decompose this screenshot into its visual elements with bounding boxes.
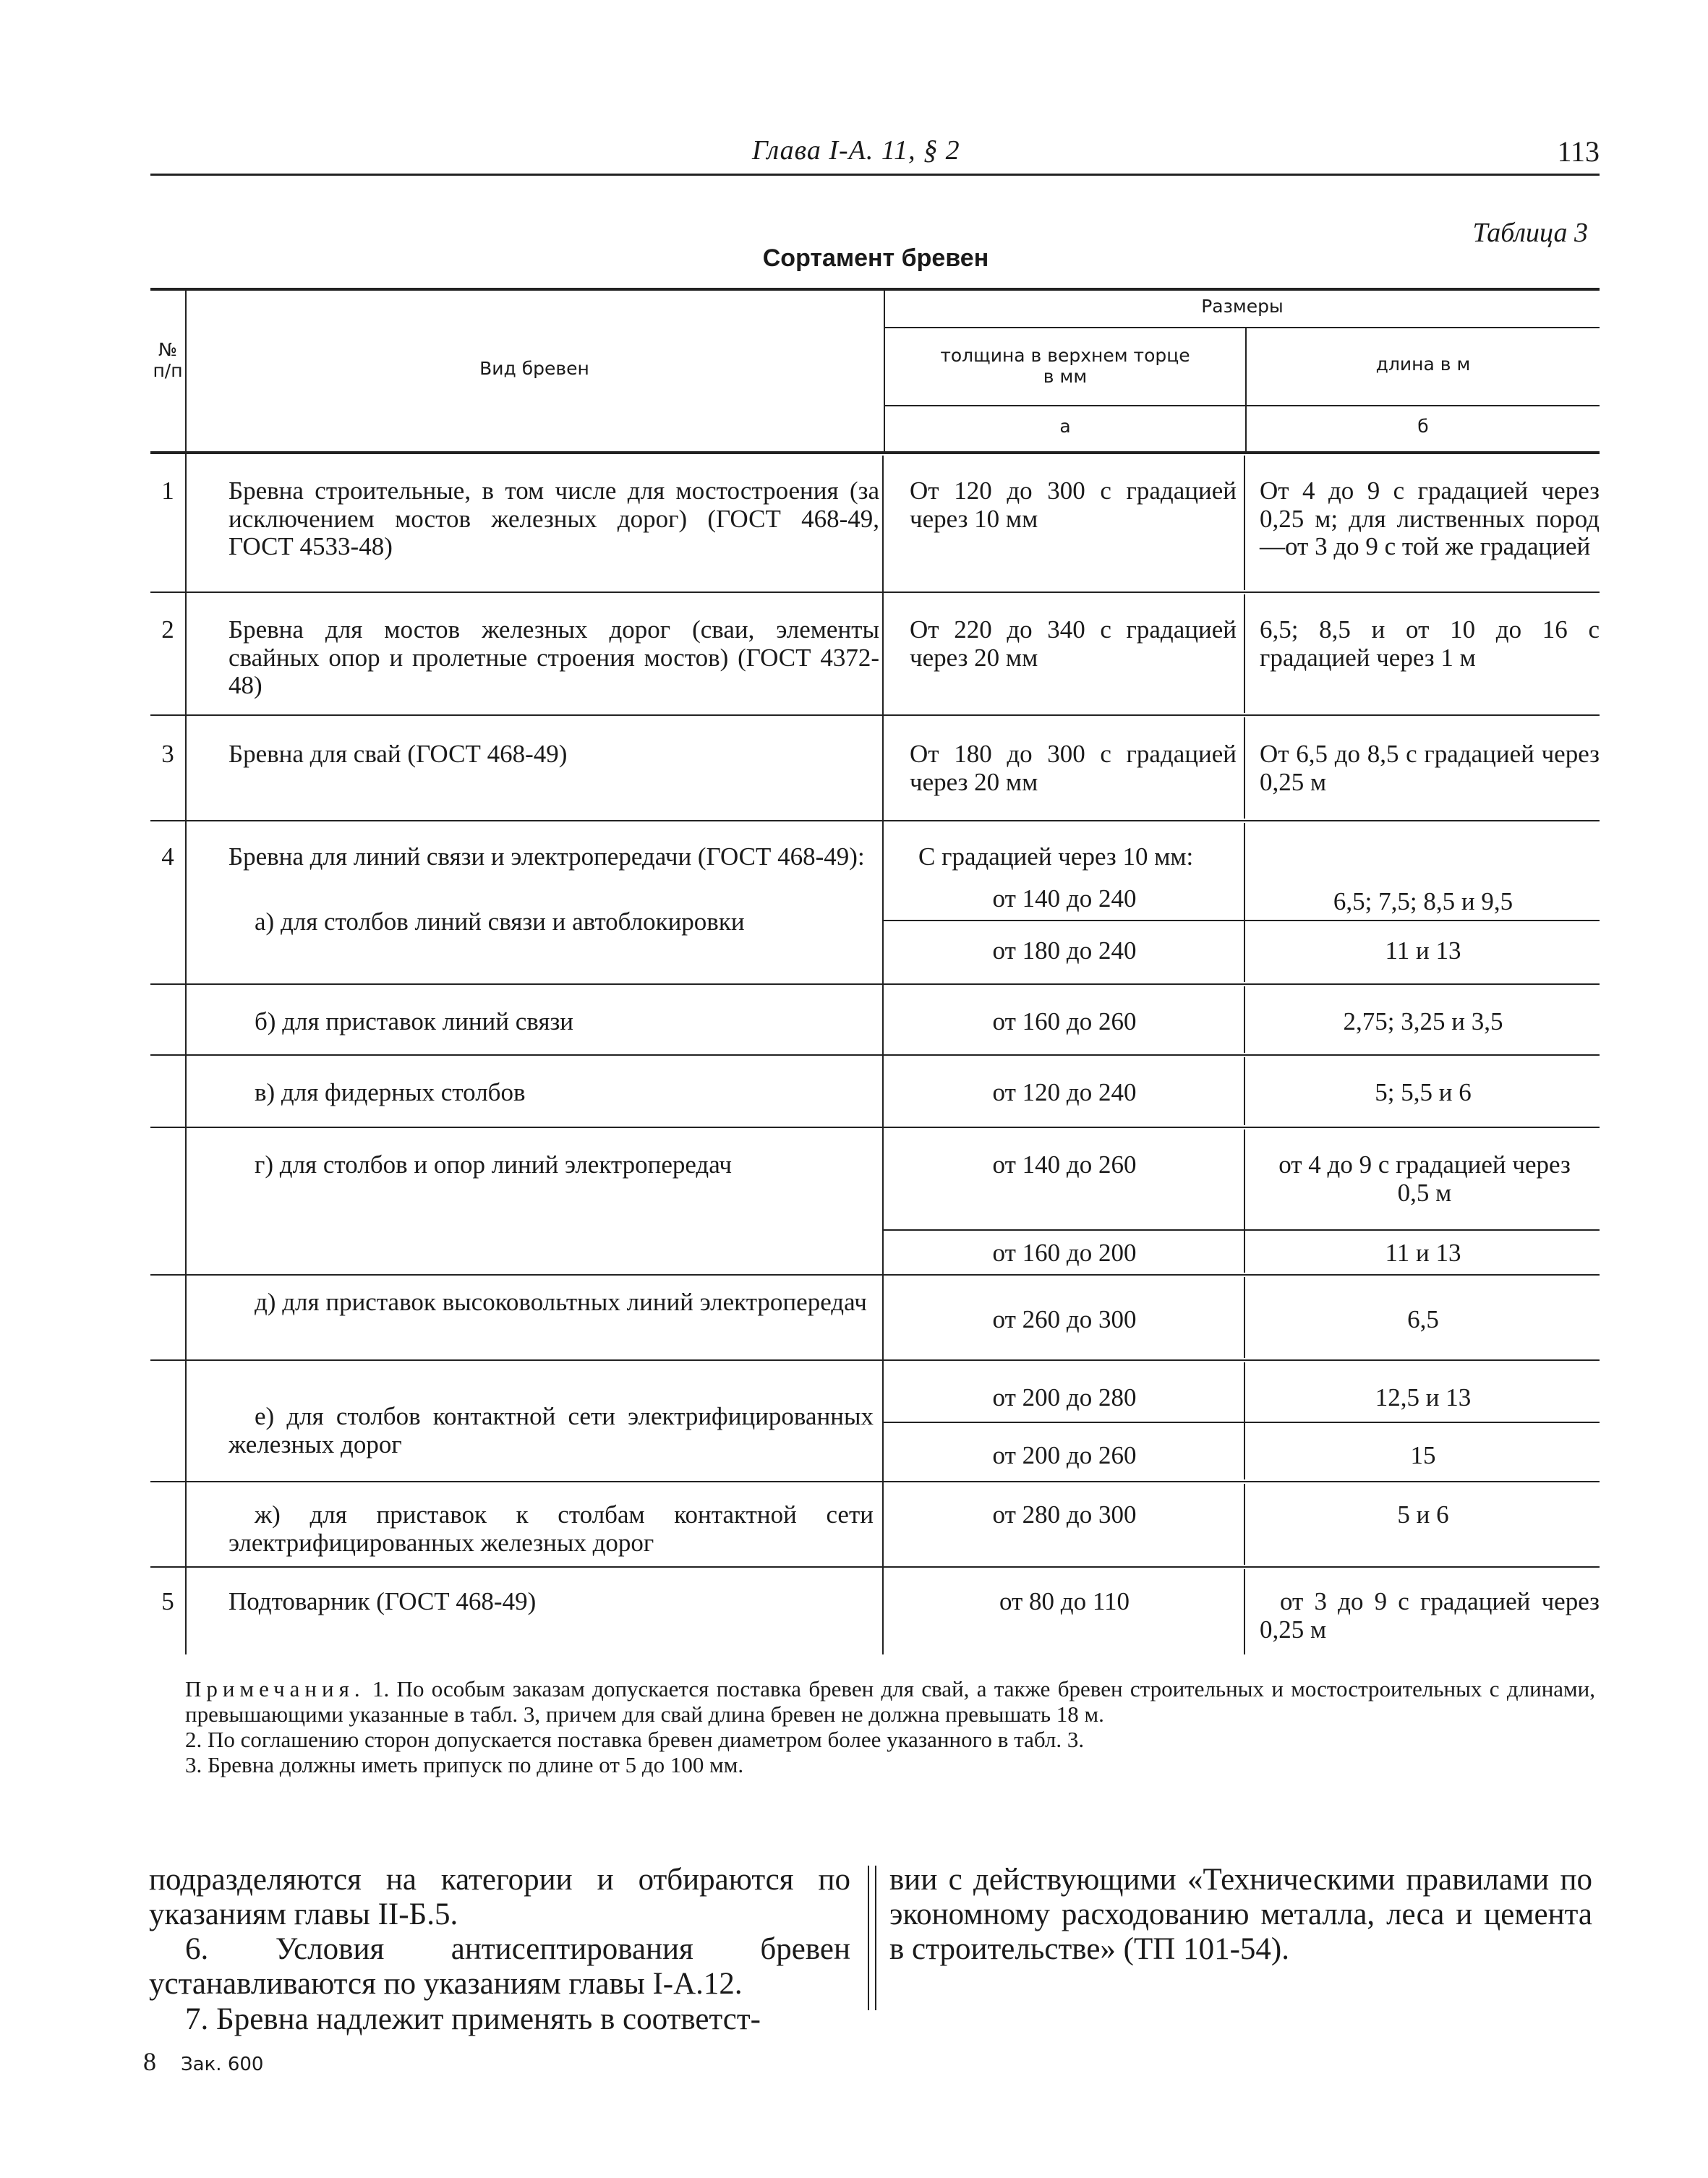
signature-number: 8 [143,2047,156,2076]
row-kind: ж) для приставок к столбам контактной сети электрифицированных железных дорог [229,1500,874,1557]
note-2: 2. По соглашению сторон допускается поставка бревен диаметром более указанного в табл. 3. [185,1727,1085,1753]
table-title: Сортамент бревен [762,244,989,272]
row-thickness: От 120 до 300 с градацией через 10 мм [910,477,1237,533]
row-length: от 3 до 9 с градацией через 0,25 м [1260,1587,1600,1644]
row-thickness-2: от 200 до 260 [992,1441,1137,1469]
header-kind: Вид бревен [479,358,589,379]
row-num: 5 [161,1587,174,1615]
row-length: От 6,5 до 8,5 с градацией через 0,25 м [1260,740,1600,796]
row-kind: б) для приставок линий связи [255,1007,574,1035]
row-kind: Бревна строительные, в том числе для мостостроения (за исключением мостов железных дорог) (ГОСТ 468-49, ГОСТ 4533-48) [229,477,879,560]
row-kind: а) для столбов линий связи и автоблокировки [255,908,745,936]
row-thickness: от 160 до 260 [992,1007,1137,1035]
header-thickness: толщина в верхнем торце в мм [940,345,1190,387]
row-length: 6,5; 7,5; 8,5 и 9,5 [1333,887,1513,915]
row-thickness: от 260 до 300 [992,1305,1137,1333]
table-notes [149,1676,1595,1777]
body-paragraph: вии с действующими «Техническими правилами по экономному расходованию металла, леса и цемента в строительстве» (ТП 101-54). [889,1863,1592,1967]
column-divider [868,1866,869,2010]
row-length: 12,5 и 13 [1375,1383,1472,1412]
table-label: Таблица 3 [1472,218,1588,248]
row-length: 5 и 6 [1397,1500,1449,1529]
row-thickness: от 200 до 280 [992,1383,1137,1412]
row-thickness: От 180 до 300 с градацией через 20 мм [910,740,1237,796]
body-right-column [889,1863,1592,1967]
row-kind: е) для столбов контактной сети электрифицированных железных дорог [229,1402,874,1459]
row-length-2: 11 и 13 [1385,936,1461,965]
row-thickness: от 80 до 110 [999,1587,1130,1615]
body-left-column [149,1863,850,2037]
row-kind: Бревна для линий связи и электропередачи (ГОСТ 468-49): [229,842,865,871]
row-kind: Бревна для свай (ГОСТ 468-49) [229,740,568,768]
row-length: От 4 до 9 с градацией через 0,25 м; для лиственных пород—от 3 до 9 с той же градацией [1260,477,1600,560]
row-length-2: 11 и 13 [1385,1239,1461,1267]
row-num: 4 [161,842,174,871]
note-3: 3. Бревна должны иметь припуск по длине от 5 до 100 мм. [185,1752,744,1778]
row-length: 6,5; 8,5 и от 10 до 16 с градацией через 1 м [1260,615,1600,672]
row-thickness: От 220 до 340 с градацией через 20 мм [910,615,1237,672]
row-kind: д) для приставок высоковольтных линий электропередач [255,1288,867,1316]
header-rule [150,174,1600,176]
row-thickness-note: С градацией через 10 мм: [918,842,1194,871]
running-head-chapter: Глава I-А. 11, § 2 [752,135,960,166]
column-divider [875,1866,876,2010]
row-kind: Бревна для мостов железных дорог (сваи, элементы свайных опор и пролетные строения мостов) (ГОСТ 4372-48) [229,615,879,699]
row-length: 5; 5,5 и 6 [1375,1078,1472,1106]
row-length-2: 15 [1410,1441,1436,1469]
row-kind: в) для фидерных столбов [255,1078,526,1106]
row-length: 6,5 [1407,1305,1439,1333]
order-number: Зак. 600 [181,2054,264,2075]
row-thickness-2: от 180 до 240 [992,936,1137,965]
body-paragraph: 7. Бревна надлежит применять в соответст- [185,2002,761,2036]
header-thickness-letter: а [1059,416,1071,437]
body-paragraph: подразделяются на категории и отбираются по указаниям главы II-Б.5. [149,1863,850,1932]
row-thickness-2: от 160 до 200 [992,1239,1137,1267]
page-number: 113 [1557,135,1600,168]
row-kind: Подтоварник (ГОСТ 468-49) [229,1587,537,1615]
header-length: длина в м [1375,354,1471,375]
row-length: 2,75; 3,25 и 3,5 [1343,1007,1503,1035]
body-paragraph: 6. Условия антисептирования бревен устанавливаются по указаниям главы I-А.12. [149,1932,850,2002]
row-thickness: от 120 до 240 [992,1078,1137,1106]
header-sizes: Размеры [1201,296,1284,317]
row-num: 3 [161,740,174,768]
row-length: от 4 до 9 с градацией через 0,5 м [1278,1150,1571,1207]
row-thickness: от 140 до 240 [992,884,1137,913]
header-length-letter: б [1417,416,1429,437]
row-num: 2 [161,615,174,644]
notes-heading: Примечания. [185,1676,365,1701]
note-1: 1. По особым заказам допускается поставка бревен для свай, а также бревен строительных и мостостроительных с длинами, превышающими указанные в табл. 3, причем для свай длина бревен не должна превышать 18 м. [185,1676,1595,1728]
row-thickness: от 140 до 260 [992,1150,1137,1179]
row-num: 1 [161,477,174,505]
row-kind: г) для столбов и опор линий электропередач [255,1150,732,1179]
row-thickness: от 280 до 300 [992,1500,1137,1529]
header-num: № п/п [153,339,183,381]
